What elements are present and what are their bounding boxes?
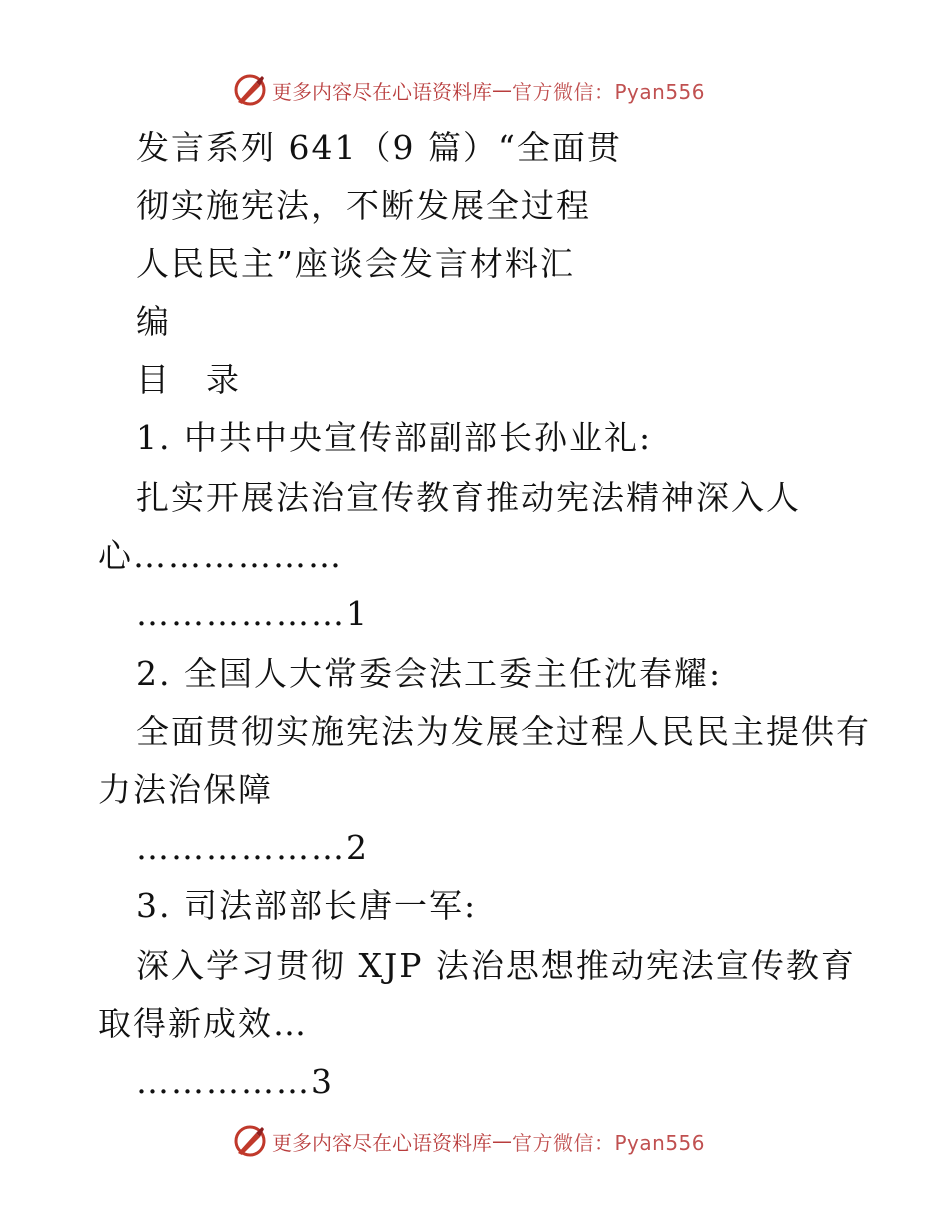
toc-entry-3-page: ……………3 [136, 1062, 334, 1101]
toc-entry-2-page: ………………2 [136, 828, 369, 867]
quill-pen-logo-icon [232, 72, 268, 108]
toc-entry-3-speaker: 3. 司法部部长唐一军: [136, 886, 478, 925]
toc-entry-1-speaker: 1. 中共中央宣传部副部长孙业礼: [136, 418, 653, 457]
watermark-brand: 更多内容尽在心语资料库 [272, 1130, 492, 1155]
watermark-separator: — [492, 1129, 512, 1153]
watermark-account: 官方微信：Pyan556 [512, 79, 706, 104]
watermark-separator: — [492, 78, 512, 102]
toc-entry-2-title: 全面贯彻实施宪法为发展全过程人民民主提供有 [136, 712, 871, 751]
document-title-line-2: 彻实施宪法，不断发展全过程 [136, 186, 591, 225]
toc-entry-1-title-cont: 心……………… [98, 536, 343, 575]
toc-entry-1-title: 扎实开展法治宣传教育推动宪法精神深入人 [136, 478, 801, 517]
toc-entry-3-title-cont: 取得新成效… [98, 1004, 308, 1043]
quill-pen-logo-icon [232, 1123, 268, 1159]
document-title-line-1: 发言系列 641（9 篇）“全面贯 [136, 128, 622, 167]
document-title-line-3: 人民民主”座谈会发言材料汇 [136, 244, 575, 283]
header-watermark [232, 72, 712, 108]
watermark-brand: 更多内容尽在心语资料库 [272, 79, 492, 104]
watermark-account: 官方微信：Pyan556 [512, 1130, 706, 1155]
toc-entry-3-title: 深入学习贯彻 XJP 法治思想推动宪法宣传教育 [136, 946, 856, 985]
toc-entry-2-speaker: 2. 全国人大常委会法工委主任沈春耀: [136, 654, 723, 693]
toc-entry-2-title-cont: 力法治保障 [98, 770, 273, 809]
footer-watermark [232, 1123, 712, 1159]
toc-heading: 目 录 [136, 360, 241, 399]
toc-entry-1-page: ………………1 [136, 594, 369, 633]
document-title-line-4: 编 [136, 302, 171, 341]
